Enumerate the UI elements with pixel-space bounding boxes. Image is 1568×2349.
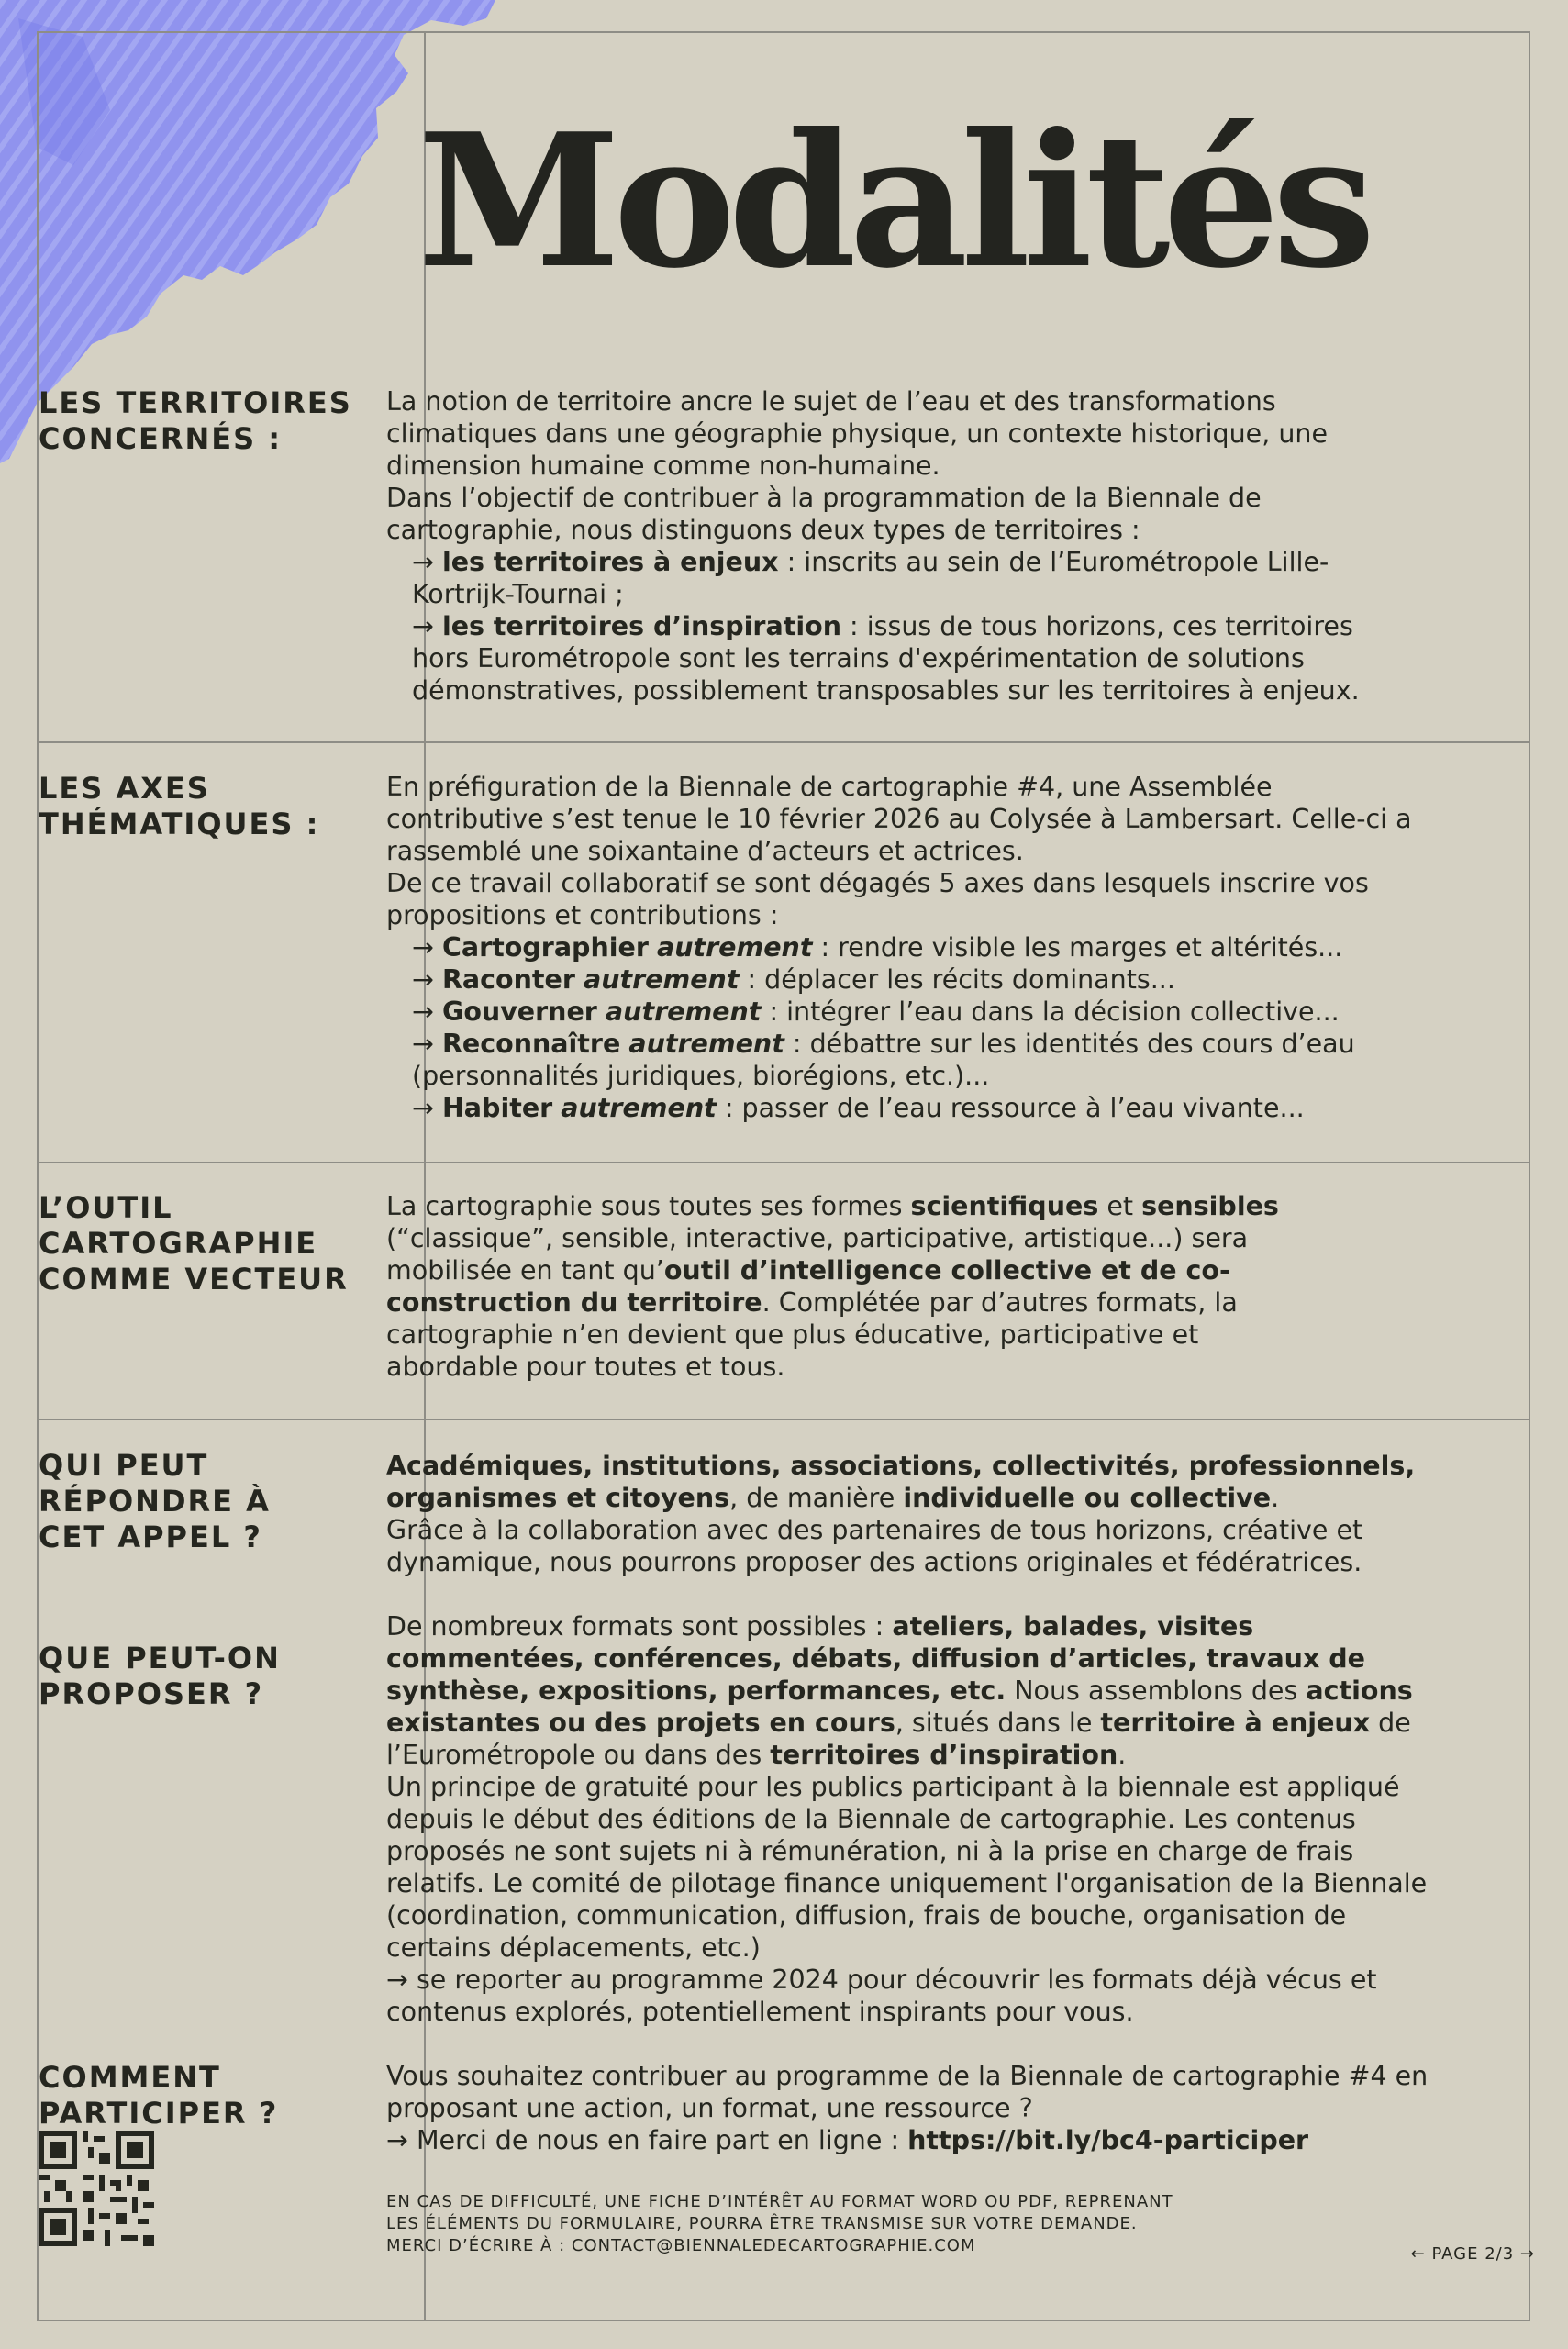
paragraph: Un principe de gratuité pour les publics participant à la biennale est appliqué depuis le début des éditions de la Biennale de cartographie. Les contenus proposés ne sont sujets ni à rémunération, ni à la prise en charge de frais relatifs. Le comité de pilotage finance uniquement l'organisation de la Biennale (coordination, communication, diffusion, frais de bouche, organisation de certains déplacements, etc.) xyxy=(386,1772,1428,1963)
list-item: → Raconter autrement : déplacer les récits dominants... xyxy=(412,964,1175,995)
paragraph: Dans l’objectif de contribuer à la programmation de la Biennale de cartographie, nous distinguons deux types de territoires : xyxy=(386,483,1262,545)
arrow-icon: → xyxy=(412,964,434,995)
label-comment: COMMENT PARTICIPER ? xyxy=(39,2060,279,2131)
footer-line: LES ÉLÉMENTS DU FORMULAIRE, POURRA ÊTRE TRANSMISE SUR VOTRE DEMANDE. xyxy=(386,2214,1138,2233)
page-indicator[interactable]: ← PAGE 2/3 → xyxy=(1410,2244,1535,2264)
page-title: Modalités xyxy=(417,94,1369,309)
arrow-icon: → xyxy=(412,611,434,641)
list-item: → Reconnaître autrement : débattre sur les identités des cours d’eau (personnalités juridiques, biorégions, etc.)... xyxy=(412,1029,1355,1091)
label-territoires: LES TERRITOIRES CONCERNÉS : xyxy=(39,385,352,456)
list-item: → Habiter autrement : passer de l’eau ressource à l’eau vivante... xyxy=(412,1093,1305,1123)
arrow-icon: → xyxy=(412,1029,434,1059)
paragraph: Grâce à la collaboration avec des partenaires de tous horizons, créative et dynamique, nous pourrons proposer des actions originales et fédératrices. xyxy=(386,1515,1363,1577)
body-territoires xyxy=(386,385,1405,707)
qr-code-icon[interactable] xyxy=(39,2131,154,2246)
arrow-icon: → xyxy=(412,1093,434,1123)
footer-line: MERCI D’ÉCRIRE À : CONTACT@BIENNALEDECARTOGRAPHIE.COM xyxy=(386,2236,976,2255)
paragraph: En préfiguration de la Biennale de cartographie #4, une Assemblée contributive s’est tenue le 10 février 2026 au Colysée à Lambersart. Celle-ci a rassemblé une soixantaine d’acteurs et actrices. xyxy=(386,772,1412,866)
paragraph: La cartographie sous toutes ses formes scientifiques et sensibles (“classique”, sensible, interactive, participative, artistique...) sera mobilisée en tant qu’outil d’intelligence collective et de co-construction du territoire. Complétée par d’autres formats, la cartographie n’en devient que plus éducative, participative et abordable pour toutes et tous. xyxy=(386,1191,1279,1382)
label-quoi: QUE PEUT-ON PROPOSER ? xyxy=(39,1641,281,1711)
participation-link[interactable]: https://bit.ly/bc4-participer xyxy=(907,2125,1309,2155)
paragraph: De nombreux formats sont possibles : ateliers, balades, visites commentées, conférences, débats, diffusion d’articles, travaux de synthèse, expositions, performances, etc. Nous assemblons des actions existantes ou des projets en cours, situés dans le territoire à enjeux de l’Eurométropole ou dans des territoires d’inspiration. xyxy=(386,1611,1413,1770)
paragraph: → Merci de nous en faire part en ligne : https://bit.ly/bc4-participer xyxy=(386,2125,1309,2155)
list-item: → Gouverner autrement : intégrer l’eau dans la décision collective... xyxy=(412,996,1340,1027)
paragraph: Vous souhaitez contribuer au programme de la Biennale de cartographie #4 en proposant une action, un format, une ressource ? xyxy=(386,2061,1429,2123)
footer-line: EN CAS DE DIFFICULTÉ, UNE FICHE D’INTÉRÊT AU FORMAT WORD OU PDF, REPRENANT xyxy=(386,2192,1173,2211)
body-axes xyxy=(386,771,1423,1124)
paragraph: De ce travail collaboratif se sont dégagés 5 axes dans lesquels inscrire vos propositions et contributions : xyxy=(386,868,1369,930)
paragraph: Académiques, institutions, associations, collectivités, professionnels, organismes et citoyens, de manière individuelle ou collective. xyxy=(386,1451,1416,1513)
section-divider xyxy=(39,1162,1529,1163)
body-participation xyxy=(386,1450,1432,2156)
list-item: → Cartographier autrement : rendre visible les marges et altérités... xyxy=(412,932,1343,963)
section-divider xyxy=(39,1419,1529,1420)
label-outil: L’OUTIL CARTOGRAPHIE COMME VECTEUR xyxy=(39,1190,349,1297)
arrow-icon: → xyxy=(412,547,434,577)
body-outil xyxy=(386,1190,1331,1383)
arrow-icon: → xyxy=(412,996,434,1027)
label-qui: QUI PEUT RÉPONDRE À CET APPEL ? xyxy=(39,1448,271,1554)
footer-note xyxy=(386,2191,1173,2257)
label-axes: LES AXES THÉMATIQUES : xyxy=(39,771,320,841)
paragraph: → se reporter au programme 2024 pour découvrir les formats déjà vécus et contenus explorés, potentiellement inspirants pour vous. xyxy=(386,1965,1377,2027)
paragraph: La notion de territoire ancre le sujet de l’eau et des transformations climatiques dans une géographie physique, un contexte historique, une dimension humaine comme non-humaine. xyxy=(386,386,1328,481)
section-divider xyxy=(39,741,1529,743)
arrow-icon: → xyxy=(412,932,434,963)
list-item: → les territoires d’inspiration : issus de tous horizons, ces territoires hors Eurométropole sont les terrains d'expérimentation de solutions démonstratives, possiblement transposables sur les territoires à enjeux. xyxy=(412,611,1360,706)
list-item: → les territoires à enjeux : inscrits au sein de l’Eurométropole Lille-Kortrijk-Tournai ; xyxy=(412,547,1329,609)
